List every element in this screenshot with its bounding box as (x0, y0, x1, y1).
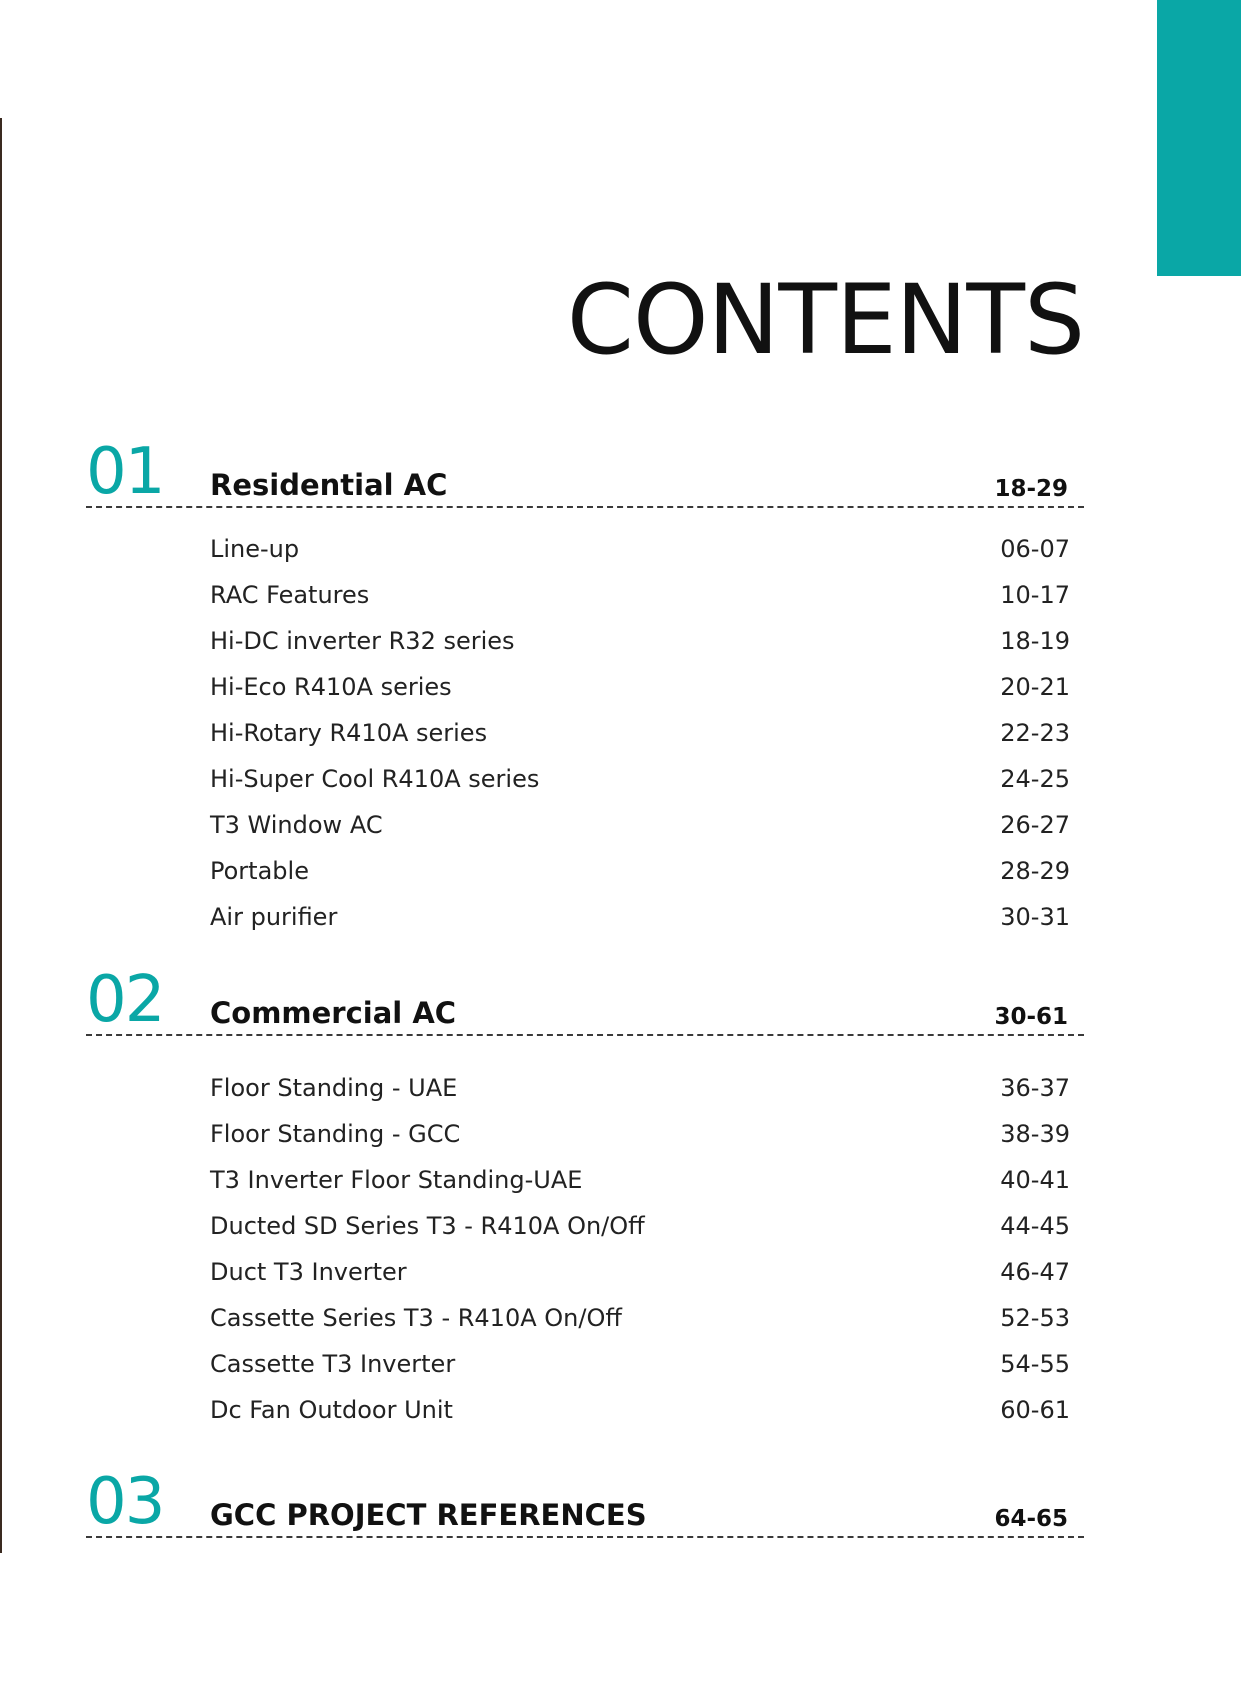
toc-item-pages: 06-07 (1000, 535, 1070, 563)
page-edge-line (0, 118, 2, 1553)
toc-item-pages: 20-21 (1000, 673, 1070, 701)
section-pages: 18-29 (994, 476, 1068, 502)
section-title: Commercial AC (210, 996, 457, 1030)
toc-item[interactable] (86, 802, 1084, 848)
page-title: CONTENTS (566, 264, 1084, 376)
toc-item-label: Hi-Super Cool R410A series (210, 765, 540, 793)
section-number: 02 (86, 963, 164, 1037)
toc-item[interactable] (86, 1157, 1084, 1203)
toc-item-label: Cassette T3 Inverter (210, 1350, 456, 1378)
toc-item-label: Floor Standing - GCC (210, 1120, 461, 1148)
section-number: 03 (86, 1465, 164, 1539)
toc-item-pages: 40-41 (1000, 1166, 1070, 1194)
toc-item[interactable] (86, 664, 1084, 710)
toc-item[interactable] (86, 1295, 1084, 1341)
toc-item-label: Ducted SD Series T3 - R410A On/Off (210, 1212, 645, 1240)
toc-section-commercial (86, 963, 1084, 1433)
toc-item-pages: 30-31 (1000, 903, 1070, 931)
toc-item-label: Cassette Series T3 - R410A On/Off (210, 1304, 622, 1332)
toc-item[interactable] (86, 572, 1084, 618)
toc-item-pages: 18-19 (1000, 627, 1070, 655)
toc-item-label: T3 Window AC (210, 811, 383, 839)
toc-item-label: Dc Fan Outdoor Unit (210, 1396, 453, 1424)
toc-item-pages: 46-47 (1000, 1258, 1070, 1286)
toc-item[interactable] (86, 1249, 1084, 1295)
toc-item-list (86, 526, 1084, 940)
toc-section-project-references (86, 1465, 1084, 1539)
toc-item-label: Floor Standing - UAE (210, 1074, 458, 1102)
toc-item[interactable] (86, 618, 1084, 664)
toc-section-residential (86, 435, 1084, 940)
toc-item-pages: 44-45 (1000, 1212, 1070, 1240)
toc-item[interactable] (86, 756, 1084, 802)
section-title: Residential AC (210, 468, 448, 502)
toc-item-label: Duct T3 Inverter (210, 1258, 407, 1286)
toc-item-label: Line-up (210, 535, 300, 563)
toc-item-pages: 28-29 (1000, 857, 1070, 885)
toc-item-label: RAC Features (210, 581, 370, 609)
section-header[interactable] (86, 435, 1084, 509)
toc-item-label: Hi-Eco R410A series (210, 673, 452, 701)
toc-item[interactable] (86, 1065, 1084, 1111)
section-pages: 30-61 (994, 1004, 1068, 1030)
section-number: 01 (86, 435, 164, 509)
section-title: GCC PROJECT REFERENCES (210, 1498, 647, 1532)
toc-item-pages: 38-39 (1000, 1120, 1070, 1148)
toc-item[interactable] (86, 848, 1084, 894)
toc-item-label: Hi-Rotary R410A series (210, 719, 488, 747)
toc-item-label: Air purifier (210, 903, 338, 931)
toc-item[interactable] (86, 894, 1084, 940)
toc-item[interactable] (86, 526, 1084, 572)
accent-tab (1157, 0, 1241, 276)
section-pages: 64-65 (994, 1506, 1068, 1532)
toc-item-pages: 26-27 (1000, 811, 1070, 839)
toc-item-pages: 10-17 (1000, 581, 1070, 609)
toc-item-pages: 54-55 (1000, 1350, 1070, 1378)
toc-item-pages: 24-25 (1000, 765, 1070, 793)
toc-item-pages: 52-53 (1000, 1304, 1070, 1332)
toc-item-pages: 36-37 (1000, 1074, 1070, 1102)
toc-item-pages: 60-61 (1000, 1396, 1070, 1424)
toc-item-pages: 22-23 (1000, 719, 1070, 747)
toc-item-list (86, 1065, 1084, 1433)
toc-item[interactable] (86, 1387, 1084, 1433)
section-header[interactable] (86, 1465, 1084, 1539)
toc-item[interactable] (86, 1203, 1084, 1249)
section-header[interactable] (86, 963, 1084, 1037)
toc-item-label: Portable (210, 857, 309, 885)
toc-item-label: T3 Inverter Floor Standing-UAE (210, 1166, 583, 1194)
toc-item-label: Hi-DC inverter R32 series (210, 627, 515, 655)
toc-item[interactable] (86, 1341, 1084, 1387)
toc-item[interactable] (86, 1111, 1084, 1157)
toc-item[interactable] (86, 710, 1084, 756)
